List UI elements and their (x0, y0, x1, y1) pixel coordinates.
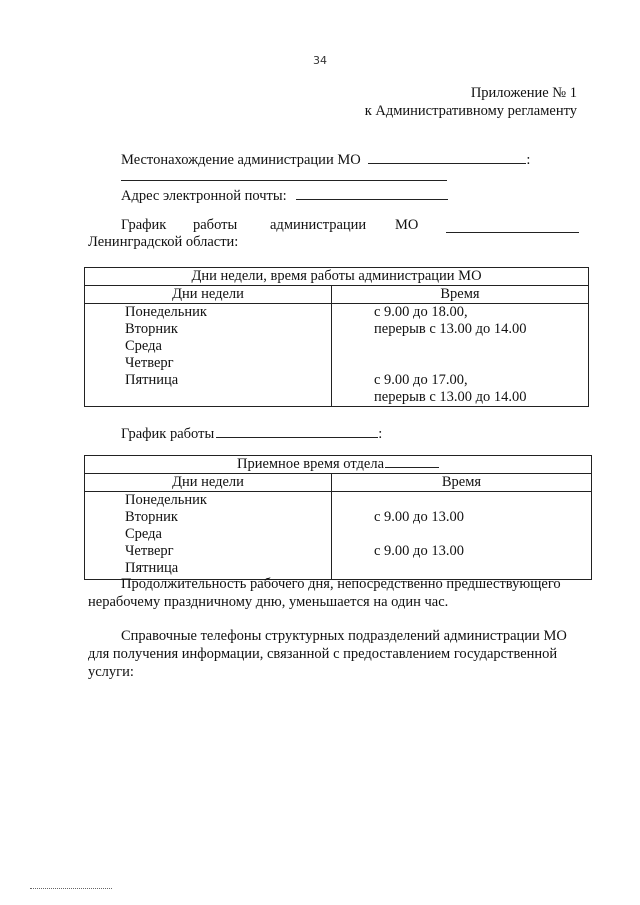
table-row: перерыв с 13.00 до 14.00 (374, 389, 527, 405)
work-schedule-label: График работы (121, 426, 215, 442)
location-label: Местонахождение администрации МО (121, 152, 361, 168)
schedule-mo-blank (446, 232, 579, 233)
email-blank (296, 185, 448, 200)
work-schedule-blank (216, 423, 378, 438)
table-row: Вторник (125, 321, 178, 337)
location-blank (368, 149, 526, 164)
footer-rule (30, 888, 112, 889)
table-row: с 9.00 до 13.00 (374, 543, 464, 559)
table-row: Среда (125, 338, 162, 354)
schedule-word-3: администрации (270, 217, 367, 233)
table-row (332, 526, 591, 543)
location-suffix: : (526, 152, 531, 168)
table-row (332, 355, 588, 372)
table-row: с 9.00 до 18.00, (374, 304, 468, 320)
appendix-title: Приложение № 1 (470, 85, 577, 101)
email-label: Адрес электронной почты: (121, 188, 287, 204)
page-number: 34 (313, 54, 327, 67)
email-line (121, 185, 448, 205)
appendix-subtitle: к Административному регламенту (364, 103, 577, 119)
schedule-region: Ленинградской области: (88, 234, 239, 250)
table-row: Вторник (125, 509, 178, 525)
schedule-word-4: МО (395, 217, 419, 233)
phones-line-1: Справочные телефоны структурных подразделений администрации МО (121, 628, 567, 644)
reception-caption: Приемное время отдела (236, 456, 385, 472)
reception-days-header: Дни недели (85, 474, 332, 492)
work-hours-table (84, 267, 589, 407)
work-schedule-line (121, 423, 382, 443)
table-row: с 9.00 до 13.00 (374, 509, 464, 525)
table-row: Пятница (125, 372, 179, 388)
location-continuation-blank (121, 180, 447, 181)
appendix-header (365, 84, 577, 120)
table-row (332, 492, 591, 509)
location-line (121, 149, 530, 169)
table-row: Среда (125, 526, 162, 542)
note-line-2: нерабочему праздничному дню, уменьшается на один час. (88, 594, 449, 610)
reception-time-header: Время (332, 474, 592, 492)
work-hours-caption: Дни недели, время работы администрации МО (85, 268, 589, 286)
phones-line-2: для получения информации, связанной с предоставлением государственной (88, 646, 558, 662)
work-schedule-suffix: : (378, 426, 383, 442)
reception-days-cell (85, 492, 332, 580)
table-row: с 9.00 до 17.00, (374, 372, 468, 388)
reception-caption-blank (385, 456, 439, 468)
note-line-1: Продолжительность рабочего дня, непосредственно предшествующего (121, 576, 561, 592)
table-row: Четверг (125, 543, 174, 559)
table-row: перерыв с 13.00 до 14.00 (374, 321, 527, 337)
table-row: Пятница (125, 560, 179, 576)
table-row: Понедельник (125, 304, 207, 320)
reception-caption-cell (85, 456, 592, 474)
table-row (332, 338, 588, 355)
table-row: Понедельник (125, 492, 207, 508)
reception-time-cell (332, 492, 592, 580)
reception-hours-table (84, 455, 592, 580)
work-hours-time-cell (332, 304, 589, 407)
work-hours-days-cell (85, 304, 332, 407)
table-row: Четверг (125, 355, 174, 371)
schedule-word-1: График (121, 217, 167, 233)
work-hours-time-header: Время (332, 286, 589, 304)
work-hours-days-header: Дни недели (85, 286, 332, 304)
schedule-word-2: работы (193, 217, 238, 233)
phones-line-3: услуги: (88, 664, 134, 680)
